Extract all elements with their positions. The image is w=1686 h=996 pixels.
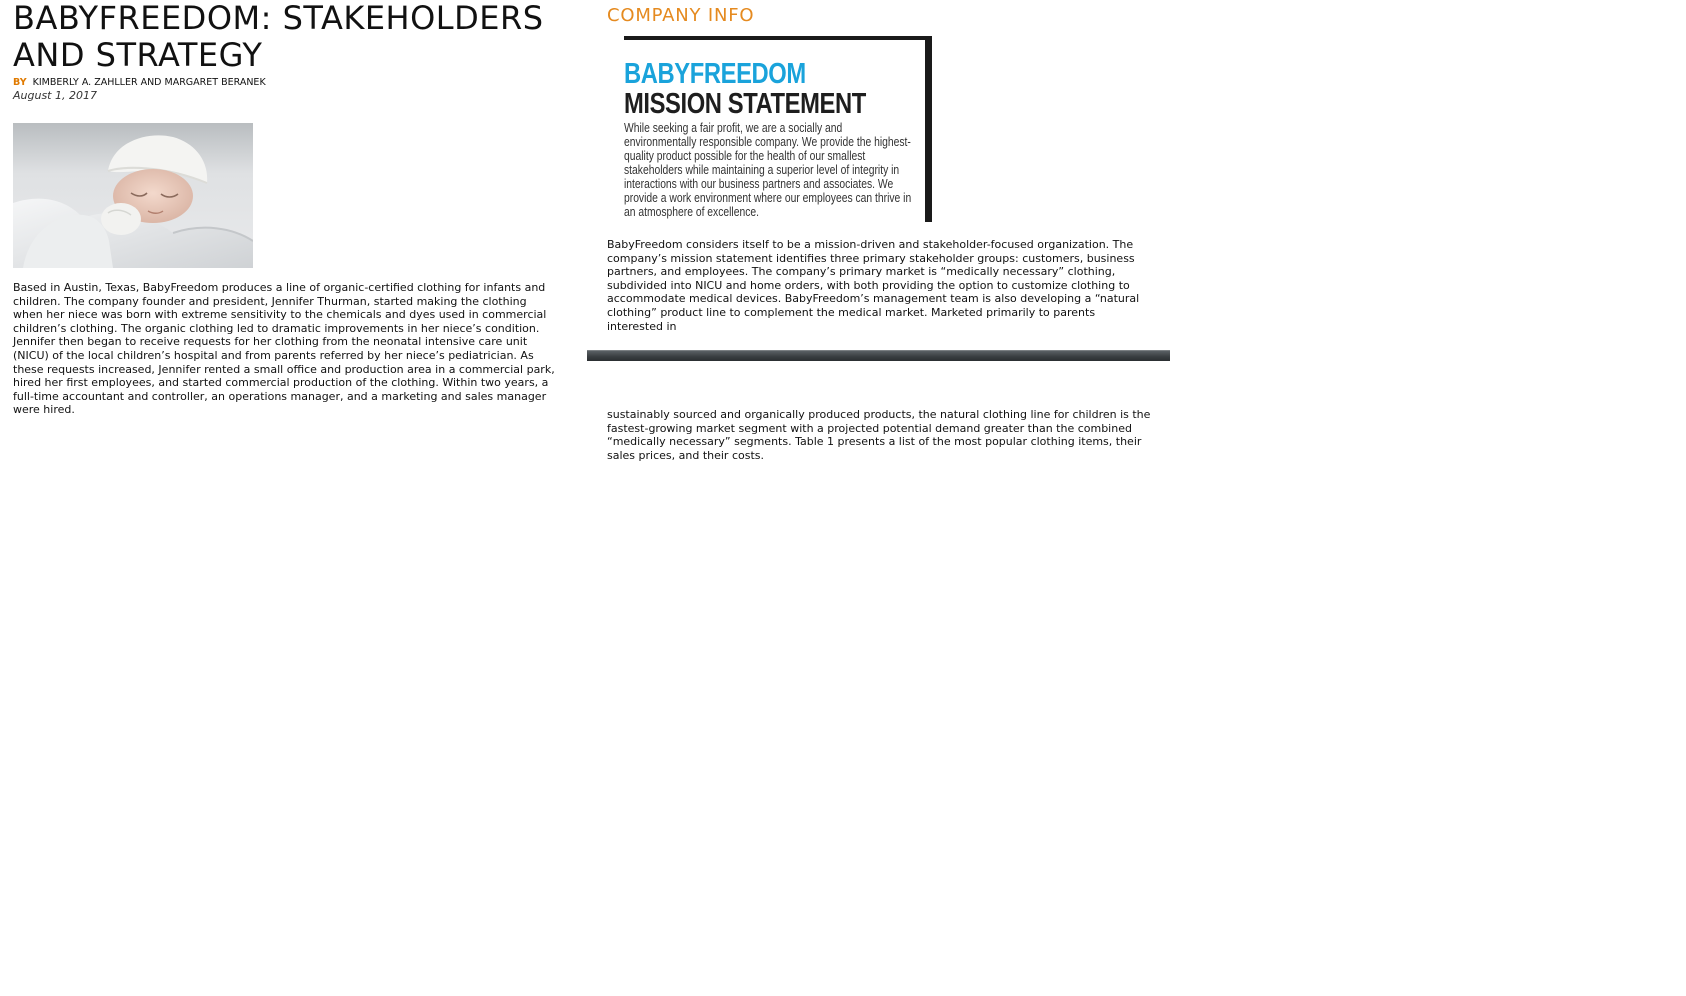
mission-brand-name: BABYFREEDOM (624, 58, 806, 90)
mission-statement-card (624, 36, 932, 222)
sleeping-baby-photo (13, 123, 253, 268)
baby-photo-illustration (13, 123, 253, 268)
byline (13, 77, 558, 89)
company-info-paragraph-1: BabyFreedom considers itself to be a mission-driven and stakeholder-focused organization. The company’s mission statement identifies three primary stakeholder groups: customers, business partners, and employees. The company’s primary market is “medically necessary” clothing, subdivided into NICU and home orders, with both providing the option to customize clothing to accommodate medical devices. BabyFreedom’s management team is also developing a “natural clothing” product line to complement the medical market. Marketed primarily to parents interested in (607, 238, 1140, 333)
article-left-column (13, 0, 558, 428)
company-info-heading: COMPANY INFO (607, 5, 755, 26)
article-title: BABYFREEDOM: STAKEHOLDERS AND STRATEGY (13, 0, 544, 74)
byline-prefix: BY (13, 77, 27, 88)
mission-statement-heading: MISSION STATEMENT (624, 88, 866, 120)
section-divider (587, 350, 1170, 361)
article-intro-paragraph: Based in Austin, Texas, BabyFreedom produces a line of organic-certified clothing for infants and children. The company founder and president, Jennifer Thurman, started making the clothing when her niece was born with extreme sensitivity to the chemicals and dyes used in commercial children’s clothing. The organic clothing led to dramatic improvements in her niece’s condition. Jennifer then began to receive requests for her clothing from the neonatal intensive care unit (NICU) of the local children’s hospital and from parents referred by her niece’s pediatrician. As these requests increased, Jennifer rented a small office and production area in a commercial park, hired her first employees, and started commercial production of the clothing. Within two years, a full-time accountant and controller, an operations manager, and a marketing and sales manager were hired. (13, 281, 555, 417)
mission-statement-text: While seeking a fair profit, we are a socially and environmentally responsible company. We provide the highest-quality product possible for the health of our smallest stakeholders while maintaining a superior level of integrity in interactions with our business partners and associates. We provide a work environment where our employees can thrive in an atmosphere of excellence. (624, 120, 912, 219)
byline-authors: KIMBERLY A. ZAHLLER AND MARGARET BERANEK (32, 77, 266, 88)
publish-date: August 1, 2017 (13, 89, 97, 102)
company-info-paragraph-2: sustainably sourced and organically produced products, the natural clothing line for children is the fastest-growing market segment with a projected potential demand greater than the combined “medically necessary” segments. Table 1 presents a list of the most popular clothing items, their sales prices, and their costs. (607, 408, 1151, 462)
